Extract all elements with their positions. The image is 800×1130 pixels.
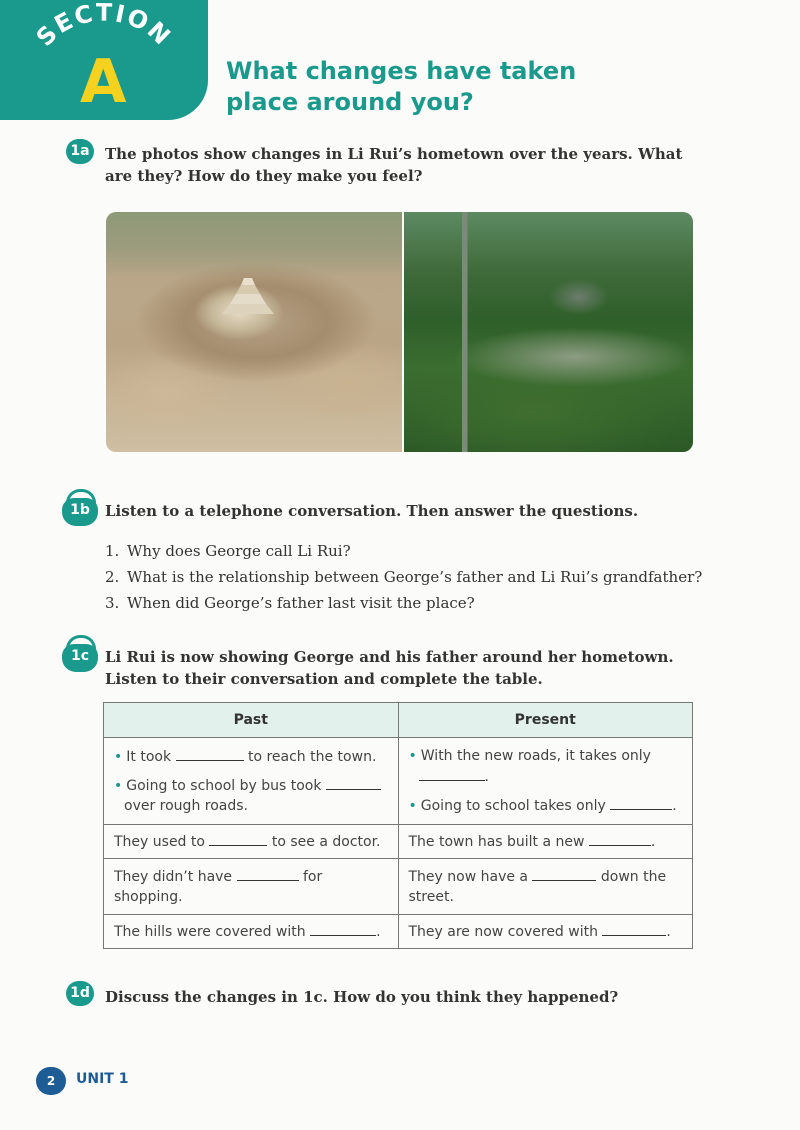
cell-text: They didn’t have [114, 869, 233, 885]
table-row [104, 738, 693, 825]
table-cell [398, 825, 693, 859]
table-cell [104, 915, 399, 949]
table-row [104, 825, 693, 859]
cell-text: The town has built a new [408, 834, 585, 850]
question-item [105, 590, 745, 616]
cell-text: to see a doctor. [271, 834, 381, 850]
activity-1d-instruction: Discuss the changes in 1c. How do you think they happened? [105, 988, 619, 1006]
section-letter: A [80, 47, 127, 117]
fill-blank[interactable] [176, 746, 244, 761]
activity-1c-instruction: Li Rui is now showing George and his father around her hometown. Listen to their conversation and complete the table. [105, 648, 674, 688]
cell-text: . [672, 798, 677, 814]
table-cell [104, 738, 399, 825]
fill-blank[interactable] [209, 831, 267, 846]
ancient-pyramid-ruin [218, 274, 278, 314]
cell-text: Going to school by bus took [126, 778, 322, 794]
question-number: 1. [105, 542, 120, 560]
cell-text: . [650, 834, 656, 850]
cell-text: to reach the town. [247, 749, 377, 765]
cell-text: . [376, 924, 381, 940]
question-item [105, 538, 745, 564]
fill-blank[interactable] [589, 831, 651, 846]
table-header-row [104, 703, 693, 738]
question-list [105, 538, 745, 616]
question-text: Why does George call Li Rui? [127, 542, 351, 560]
fill-blank[interactable] [310, 921, 376, 936]
cell-text: They used to [114, 834, 205, 850]
changes-table [103, 702, 693, 949]
cell-text: for shopping. [114, 869, 323, 905]
activity-badge-1a: 1a [66, 139, 94, 164]
fill-blank[interactable] [419, 766, 485, 781]
table-cell [398, 859, 693, 915]
activity-badge-1d: 1d [66, 981, 94, 1006]
cell-text: With the new roads, it takes only [420, 748, 651, 764]
fill-blank[interactable] [237, 866, 299, 881]
svg-text:SECTION [31, 0, 177, 52]
section-banner [0, 0, 208, 120]
bullet-icon: • [408, 748, 417, 764]
header-past: Past [104, 703, 399, 738]
fill-blank[interactable] [610, 795, 672, 810]
table-cell [104, 825, 399, 859]
activity-badge-1b: 1b [62, 498, 98, 526]
table-row [104, 859, 693, 915]
table-cell [398, 738, 693, 825]
activity-badge-1c: 1c [62, 644, 98, 672]
fill-blank[interactable] [602, 921, 666, 936]
table-cell [104, 859, 399, 915]
cell-text: They are now covered with [408, 924, 598, 940]
cell-text: It took [126, 749, 172, 765]
cell-text: . [666, 924, 671, 940]
bullet-icon: • [114, 778, 123, 794]
cell-text: . [484, 769, 489, 785]
cell-text: They now have a [408, 869, 528, 885]
activity-1b-instruction: Listen to a telephone conversation. Then answer the questions. [105, 502, 639, 520]
photo-past-hometown [106, 212, 402, 452]
question-number: 2. [105, 568, 120, 586]
fill-blank[interactable] [532, 866, 596, 881]
question-item [105, 564, 745, 590]
bullet-icon: • [114, 749, 123, 765]
page-title: What changes have taken place around you? [226, 57, 577, 116]
cell-text: down the street. [408, 869, 667, 905]
table-cell [398, 915, 693, 949]
page-number: 2 [36, 1067, 66, 1095]
section-word: SECTION [30, 0, 178, 52]
cell-text: Going to school takes only [420, 798, 606, 814]
table-row [104, 915, 693, 949]
fill-blank[interactable] [326, 775, 381, 790]
bullet-icon: • [408, 798, 417, 814]
cell-text: The hills were covered with [114, 924, 306, 940]
question-text: What is the relationship between George’s father and Li Rui’s grandfather? [127, 568, 703, 586]
cell-text: over rough roads. [124, 798, 248, 814]
unit-label: UNIT 1 [76, 1071, 129, 1087]
photo-present-hometown [404, 212, 693, 452]
question-number: 3. [105, 594, 120, 612]
question-text: When did George’s father last visit the place? [127, 594, 475, 612]
header-present: Present [398, 703, 693, 738]
activity-1a-instruction: The photos show changes in Li Rui’s hometown over the years. What are they? How do they make you feel? [105, 145, 683, 185]
